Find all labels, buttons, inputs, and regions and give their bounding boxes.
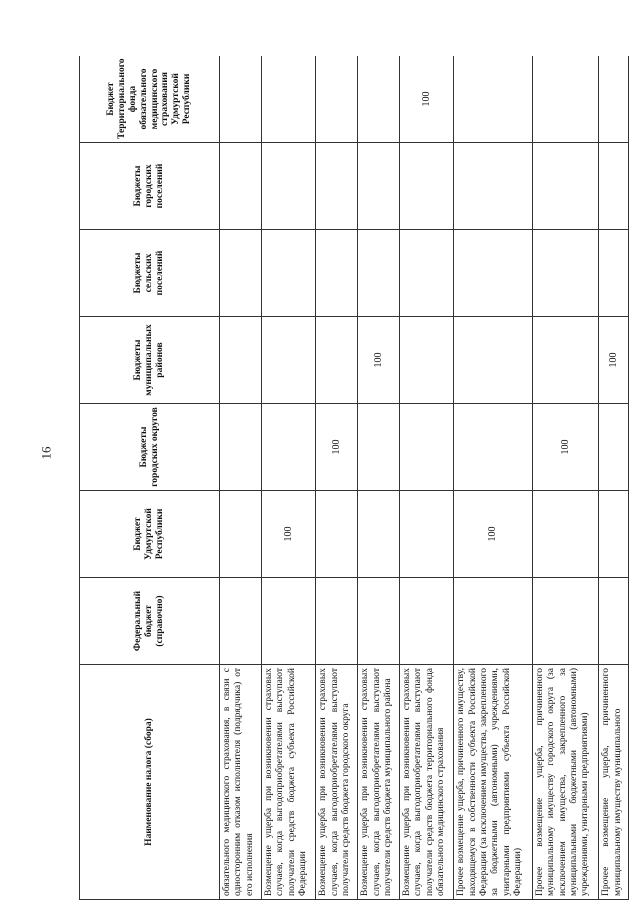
cell-value <box>400 230 454 317</box>
header-city-districts: Бюджеты городских округов <box>80 404 220 491</box>
cell-value <box>358 230 400 317</box>
cell-value <box>261 404 315 491</box>
row-name: Прочее возмещение ущерба, причиненного муниципальному имуществу муниципального <box>599 665 629 900</box>
cell-value <box>261 578 315 665</box>
header-urban-settlements: Бюджеты городских поселений <box>80 143 220 230</box>
header-republic-budget: Бюджет Удмуртской Республики <box>80 491 220 578</box>
header-rural-settlements: Бюджеты сельских поселений <box>80 230 220 317</box>
cell-value <box>220 404 262 491</box>
cell-value <box>261 230 315 317</box>
header-federal-budget: Федеральный бюджет (справочно) <box>80 578 220 665</box>
cell-value: 100 <box>532 404 598 491</box>
table-row <box>454 56 533 900</box>
cell-value <box>532 317 598 404</box>
header-row <box>80 56 220 900</box>
cell-value <box>358 578 400 665</box>
row-name: Возмещение ущерба при возникновении страховых случаев, когда выгодоприобретателями выступают получатели средств бюджета муниципального района <box>358 665 400 900</box>
table-row <box>532 56 598 900</box>
cell-value <box>454 230 533 317</box>
table-row <box>261 56 315 900</box>
header-municipal-districts: Бюджеты муниципальных районов <box>80 317 220 404</box>
cell-value <box>599 56 629 143</box>
table-frame <box>79 56 629 900</box>
cell-value <box>358 404 400 491</box>
cell-value <box>599 578 629 665</box>
cell-value <box>532 491 598 578</box>
table-row <box>400 56 454 900</box>
cell-value <box>532 578 598 665</box>
cell-value <box>532 143 598 230</box>
cell-value: 100 <box>454 491 533 578</box>
cell-value: 100 <box>316 404 358 491</box>
cell-value <box>316 230 358 317</box>
cell-value <box>220 578 262 665</box>
cell-value <box>316 143 358 230</box>
header-medical-insurance-fund: Бюджет Территориального фонда обязательного медицинского страхования Удмуртской Республики <box>80 56 220 143</box>
cell-value <box>599 404 629 491</box>
row-name: Прочее возмещение ущерба, причиненного муниципальному имуществу городского округа (за исключением имущества, закрепленного за муниципальными бюджетными (автономными) учреждениями, унитарными предприятиями) <box>532 665 598 900</box>
cell-value <box>400 404 454 491</box>
cell-value <box>220 317 262 404</box>
page-number: 16 <box>38 446 54 460</box>
cell-value <box>532 230 598 317</box>
cell-value <box>532 56 598 143</box>
cell-value <box>400 317 454 404</box>
table-row <box>599 56 629 900</box>
row-name: Возмещение ущерба при возникновении страховых случаев, когда выгодоприобретателями выступают получатели средств бюджета субъекта Российской Федерации <box>261 665 315 900</box>
cell-value <box>220 56 262 143</box>
cell-value <box>220 491 262 578</box>
cell-value <box>599 491 629 578</box>
table-row <box>220 56 262 900</box>
cell-value <box>316 317 358 404</box>
row-name: Возмещение ущерба при возникновении страховых случаев, когда выгодоприобретателями выступают получатели средств бюджета городского округа <box>316 665 358 900</box>
cell-value <box>358 491 400 578</box>
cell-value <box>358 56 400 143</box>
cell-value <box>400 143 454 230</box>
cell-value: 100 <box>599 317 629 404</box>
cell-value <box>316 491 358 578</box>
tax-distribution-table <box>79 56 629 900</box>
cell-value <box>220 143 262 230</box>
table-row <box>358 56 400 900</box>
rotated-page <box>79 56 629 900</box>
row-name: Возмещение ущерба при возникновении страховых случаев, когда выгодоприобретателями выступают получатели средств бюджета территориального фонда обязательного медицинского страхования <box>400 665 454 900</box>
header-tax-name: Наименование налога (сбора) <box>80 665 220 900</box>
cell-value <box>316 578 358 665</box>
cell-value <box>220 230 262 317</box>
cell-value: 100 <box>400 56 454 143</box>
cell-value <box>261 143 315 230</box>
row-name: обязательного медицинского страхования, в связи с односторонним отказом исполнителя (подрядчика) от его исполнения <box>220 665 262 900</box>
cell-value <box>454 317 533 404</box>
cell-value <box>454 56 533 143</box>
cell-value <box>599 143 629 230</box>
cell-value: 100 <box>358 317 400 404</box>
table-row <box>316 56 358 900</box>
cell-value <box>454 143 533 230</box>
cell-value <box>400 491 454 578</box>
cell-value <box>261 56 315 143</box>
cell-value <box>358 143 400 230</box>
cell-value <box>454 404 533 491</box>
cell-value <box>454 578 533 665</box>
cell-value <box>599 230 629 317</box>
row-name: Прочее возмещение ущерба, причиненного имуществу, находящемуся в собственности субъекта Российской Федерации (за исключением имущества, закрепленного за бюджетными (автономными) учреждениями, унитарными предприятиями субъекта Российской Федерации) <box>454 665 533 900</box>
cell-value <box>261 317 315 404</box>
cell-value <box>400 578 454 665</box>
cell-value: 100 <box>261 491 315 578</box>
cell-value <box>316 56 358 143</box>
